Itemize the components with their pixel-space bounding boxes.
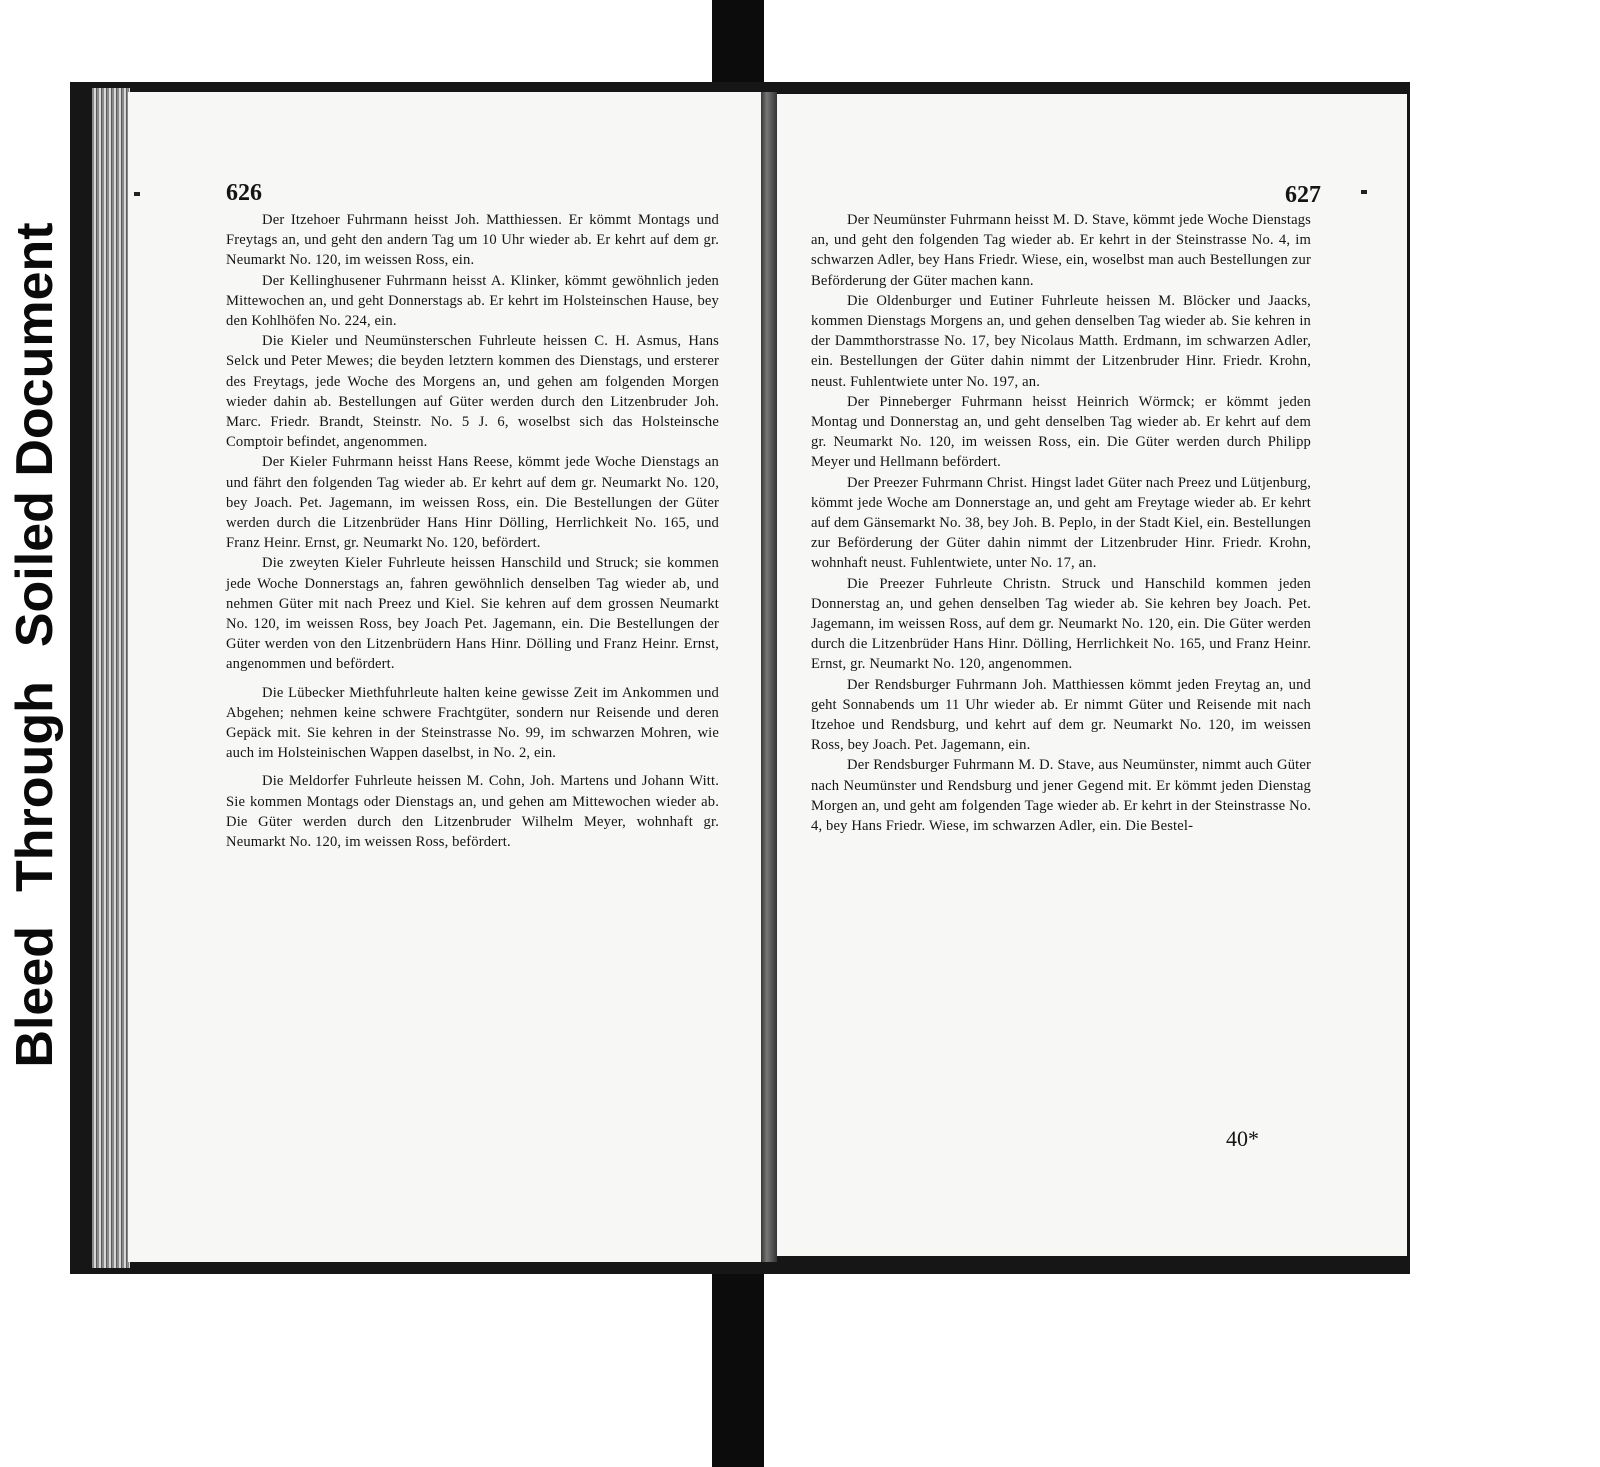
paragraph: Die Oldenburger und Eutiner Fuhrleute heissen M. Blöcker und Jaacks, kommen Dienstags Morgens an, und gehen denselben Tag wieder ab. Sie kehren in der Dammthorstrasse No. 17, bey Nicolaus Matth. Erdmann, im schwarzen Adler, ein. Bestellungen der Güter dahin nimmt der Litzenbruder Hinr. Friedr. Krohn, neust. Fuhlentwiete unter No. 197, an. xyxy=(811,292,1311,390)
paragraph: Die Preezer Fuhrleute Christn. Struck und Hanschild kommen jeden Donnerstag an, und gehen denselben Tag wieder ab. Sie kehren bey Joach. Pet. Jagemann, im weissen Ross, auf dem gr. Neumarkt No. 120, ein. Die Güter werden durch die Litzenbrüder Hans Hinr. Dölling, Herrlichkeit No. 165, und Franz Heinr. Ernst, gr. Neumarkt No. 120, angenommen. xyxy=(811,575,1311,673)
paragraph: Der Kieler Fuhrmann heisst Hans Reese, kömmt jede Woche Dienstags an und fährt den folgenden Tag wieder ab. Er kehrt auf dem gr. Neumarkt No. 120, bey Joach. Pet. Jagemann, im weissen Ross, ein. Die Bestellungen der Güter werden durch die Litzenbrüder Hans Hinr Dölling, Herrlichkeit No. 165, und Franz Heinr. Ernst, gr. Neumarkt No. 120, befördert. xyxy=(226,454,719,552)
label-word-bleed: Bleed xyxy=(6,925,64,1068)
label-word-through: Through xyxy=(6,681,64,892)
margin-mark xyxy=(134,192,140,196)
right-page xyxy=(777,94,1407,1256)
page-body xyxy=(226,210,719,852)
left-page xyxy=(128,92,761,1262)
paragraph: Die Meldorfer Fuhrleute heissen M. Cohn, Joh. Martens und Johann Witt. Sie kommen Montags oder Dienstags an, und gehen am Mittewochen wieder ab. Die Güter werden durch den Litzenbruder Wilhelm Meyer, wohnhaft gr. Neumarkt No. 120, im weissen Ross, befördert. xyxy=(226,773,719,851)
paragraph: Der Neumünster Fuhrmann heisst M. D. Stave, kömmt jede Woche Dienstags an, und geht den folgenden Tag wieder ab. Er kehrt in der Steinstrasse No. 4, im schwarzen Adler, bey Hans Friedr. Wiese, ein, woselbst man auch Bestellungen zur Beförderung der Güter machen kann. xyxy=(811,212,1311,289)
page-edges xyxy=(92,88,130,1268)
book-gutter xyxy=(760,92,777,1262)
paragraph: Der Kellinghusener Fuhrmann heisst A. Klinker, kömmt gewöhnlich jeden Mittewochen an, und geht Donnerstags ab. Er kehrt im Holsteinschen Hause, bey den Kohlhöfen No. 224, ein. xyxy=(226,272,719,330)
paragraph: Der Itzehoer Fuhrmann heisst Joh. Matthiessen. Er kömmt Montags und Freytags an, und geht den andern Tag um 10 Uhr wieder ab. Er kehrt auf dem gr. Neumarkt No. 120, im weissen Ross, ein. xyxy=(226,212,719,269)
paragraph: Der Pinneberger Fuhrmann heisst Heinrich Wörmck; er kömmt jeden Montag und Donnerstag an, und geht denselben Tag wieder ab. Er kehrt auf dem gr. Neumarkt No. 120, im weissen Ross, ein. Die Güter werden durch Philipp Meyer und Hellmann befördert. xyxy=(811,393,1311,471)
paragraph: Der Rendsburger Fuhrmann Joh. Matthiessen kömmt jeden Freytag an, und geht Sonnabends um 11 Uhr wieder ab. Er nimmt Güter und Reisende mit nach Itzehoe und Rendsburg, und kehrt auf dem gr. Neumarkt No. 120, im weissen Ross, bey Joach. Pet. Jagemann, ein. xyxy=(811,676,1311,754)
label-word-soiled-document: Soiled Document xyxy=(6,222,64,648)
scan-condition-label xyxy=(0,100,70,1190)
page-number: 626 xyxy=(226,180,262,206)
page-body xyxy=(811,210,1311,836)
margin-mark xyxy=(1361,190,1367,194)
paragraph: Die zweyten Kieler Fuhrleute heissen Hanschild und Struck; sie kommen jede Woche Donnerstags an, fahren gewöhnlich denselben Tag wieder ab, und nehmen Güter mit nach Preez und Kiel. Sie kehren auf dem grossen Neumarkt No. 120, im weissen Ross, bey Joach Pet. Jagemann, ein. Die Bestellungen der Güter werden von den Litzenbrüdern Hans Hinr. Dölling und Franz Heinr. Ernst, angenommen und befördert. xyxy=(226,555,719,673)
paragraph: Die Kieler und Neumünsterschen Fuhrleute heissen C. H. Asmus, Hans Selck und Peter Mewes; die beyden letztern kommen des Dienstags, und ersterer des Freytags, jede Woche des Morgens an, und gehen am folgenden Morgen wieder dahin ab. Bestellungen auf Güter werden durch den Litzenbruder Joh. Marc. Friedr. Brandt, Steinstr. No. 5 J. 6, woselbst sich das Holsteinsche Comptoir befindet, angenommen. xyxy=(226,333,719,451)
signature-mark: 40* xyxy=(1226,1126,1259,1151)
paragraph: Die Lübecker Miethfuhrleute halten keine gewisse Zeit im Ankommen und Abgehen; nehmen keine schwere Frachtgüter, sondern nur Reisende und deren Gepäck mit. Sie kehren in der Steinstrasse No. 99, im schwarzen Mohren, wie auch im Holsteinischen Wappen daselbst, in No. 2, ein. xyxy=(226,684,719,762)
paragraph: Der Preezer Fuhrmann Christ. Hingst ladet Güter nach Preez und Lütjenburg, kömmt jede Woche am Donnerstage an, und geht am Freytage wieder ab. Er kehrt auf dem Gänsemarkt No. 38, bey Joh. B. Peplo, in der Stadt Kiel, ein. Bestellungen zur Beförderung der Güter dahin nimmt der Litzenbruder Hinr. Friedr. Krohn, wohnhaft neust. Fuhlentwiete, unter No. 17, an. xyxy=(811,474,1311,572)
paragraph: Der Rendsburger Fuhrmann M. D. Stave, aus Neumünster, nimmt auch Güter nach Neumünster und Rendsburg und jener Gegend mit. Er kömmt jeden Dienstag Morgen an, und geht am folgenden Tage wieder ab. Er kehrt in der Steinstrasse No. 4, bey Hans Friedr. Wiese, im schwarzen Adler, ein. Die Bestel- xyxy=(811,757,1311,835)
page-number: 627 xyxy=(1285,182,1321,208)
